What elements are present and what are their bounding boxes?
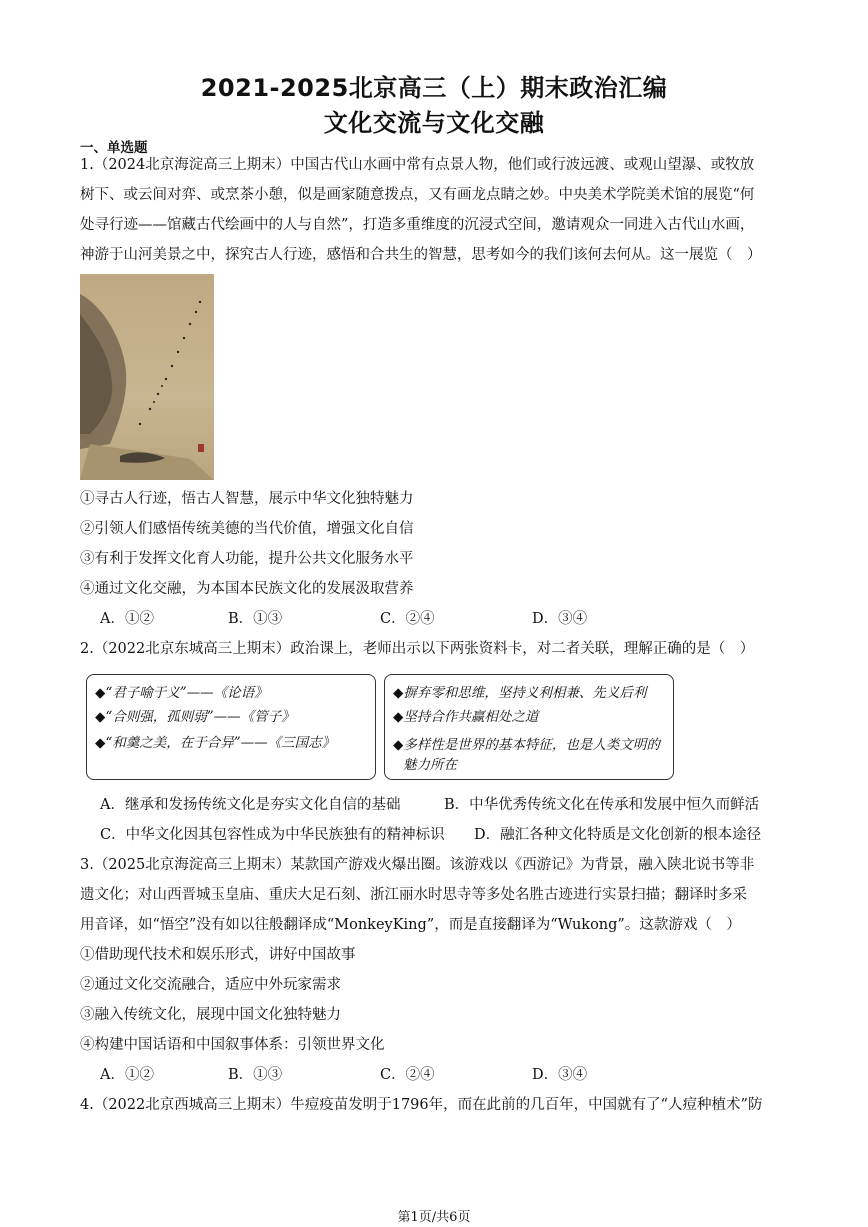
q2-card-2-line: 魅力所在 [403,757,457,773]
q2-card-1-line: ◆“君子喻于义”——《论语》 [95,685,268,701]
document-title: 2021-2025北京高三（上）期末政治汇编 [200,74,668,102]
q2-card-1-line: ◆“和羹之美，在于合异”——《三国志》 [95,735,336,751]
q3-option-a[interactable]: A．①② [100,1067,154,1083]
q3-statement-2: ②通过文化交流融合，适应中外玩家需求 [80,977,341,993]
q1-stem-line-1: 1.（2024北京海淀高三上期末）中国古代山水画中常有点景人物，他们或行波远渡、或观山望瀑、或牧放 [80,157,755,173]
q2-option-d[interactable]: D．融汇各种文化特质是文化创新的根本途径 [474,827,762,843]
q4-stem-line-1: 4.（2022北京西城高三上期末）牛痘疫苗发明于1796年，而在此前的几百年，中国就有了“人痘种植术”防 [80,1097,763,1113]
q1-option-c[interactable]: C．②④ [380,611,435,627]
q2-card-1-line: ◆“合则强，孤则弱”——《管子》 [95,709,295,725]
q3-statement-4: ④构建中国话语和中国叙事体系：引领世界文化 [80,1037,385,1053]
q1-stem-line-4: 神游于山河美景之中，探究古人行迹，感悟和合共生的智慧，思考如今的我们该何去何从。这一展览（ ） [80,247,762,263]
document-subtitle: 文化交流与文化交融 [323,109,545,137]
q2-card-2 [384,674,674,780]
q1-statement-4: ④通过文化交融，为本国本民族文化的发展汲取营养 [80,581,414,597]
q1-statement-1: ①寻古人行迹，悟古人智慧，展示中华文化独特魅力 [80,491,414,507]
q2-stem: 2.（2022北京东城高三上期末）政治课上，老师出示以下两张资料卡，对二者关联，理解正确的是（ ） [80,641,755,657]
q2-option-b[interactable]: B．中华优秀传统文化在传承和发展中恒久而鲜活 [444,797,760,813]
q2-card-2-line: ◆摒弃零和思维，坚持义利相兼、先义后利 [393,685,647,701]
q1-option-d[interactable]: D．③④ [532,611,588,627]
q2-card-1 [86,674,376,780]
q2-card-2-line: ◆多样性是世界的基本特征，也是人类文明的 [393,737,660,753]
section-heading: 一、单选题 [80,140,148,156]
q3-stem-line-2: 遗文化；对山西晋城玉皇庙、重庆大足石刻、浙江丽水时思寺等多处名胜古迹进行实景扫描；翻译时多采 [80,887,747,903]
q1-statement-3: ③有利于发挥文化育人功能，提升公共文化服务水平 [80,551,414,567]
landscape-painting-image [80,274,214,480]
q3-statement-1: ①借助现代技术和娱乐形式，讲好中国故事 [80,947,356,963]
q1-stem-line-2: 树下、或云间对弈、或烹茶小憩，似是画家随意拨点，又有画龙点睛之妙。中央美术学院美术馆的展览“何 [80,187,755,203]
q2-options-row-2 [100,820,761,850]
landscape-painting-icon [80,274,214,480]
q3-option-b[interactable]: B．①③ [228,1067,283,1083]
q2-option-a[interactable]: A．继承和发扬传统文化是夯实文化自信的基础 [100,797,401,813]
page-footer: 第1页/共6页 [397,1210,471,1225]
q3-statement-3: ③融入传统文化，展现中国文化独特魅力 [80,1007,341,1023]
q3-option-d[interactable]: D．③④ [532,1067,588,1083]
q3-options [100,1060,587,1090]
q3-option-c[interactable]: C．②④ [380,1067,435,1083]
q3-stem-line-1: 3.（2025北京海淀高三上期末）某款国产游戏火爆出圈。该游戏以《西游记》为背景，融入陕北说书等非 [80,857,755,873]
q2-card-2-line: ◆坚持合作共赢相处之道 [393,709,539,725]
q1-option-b[interactable]: B．①③ [228,611,283,627]
q1-statement-2: ②引领人们感悟传统美德的当代价值，增强文化自信 [80,521,414,537]
q2-options-row-1 [100,790,759,820]
q1-options [100,604,587,634]
q3-stem-line-3: 用音译，如“悟空”没有如以往般翻译成“MonkeyKing”，而是直接翻译为“Wukong”。这款游戏（ ） [80,917,741,933]
q1-option-a[interactable]: A．①② [100,611,154,627]
q2-option-c[interactable]: C．中华文化因其包容性成为中华民族独有的精神标识 [100,827,445,843]
q1-stem-line-3: 处寻行迹——馆藏古代绘画中的人与自然”，打造多重维度的沉浸式空间，邀请观众一同进入古代山水画， [80,217,755,233]
